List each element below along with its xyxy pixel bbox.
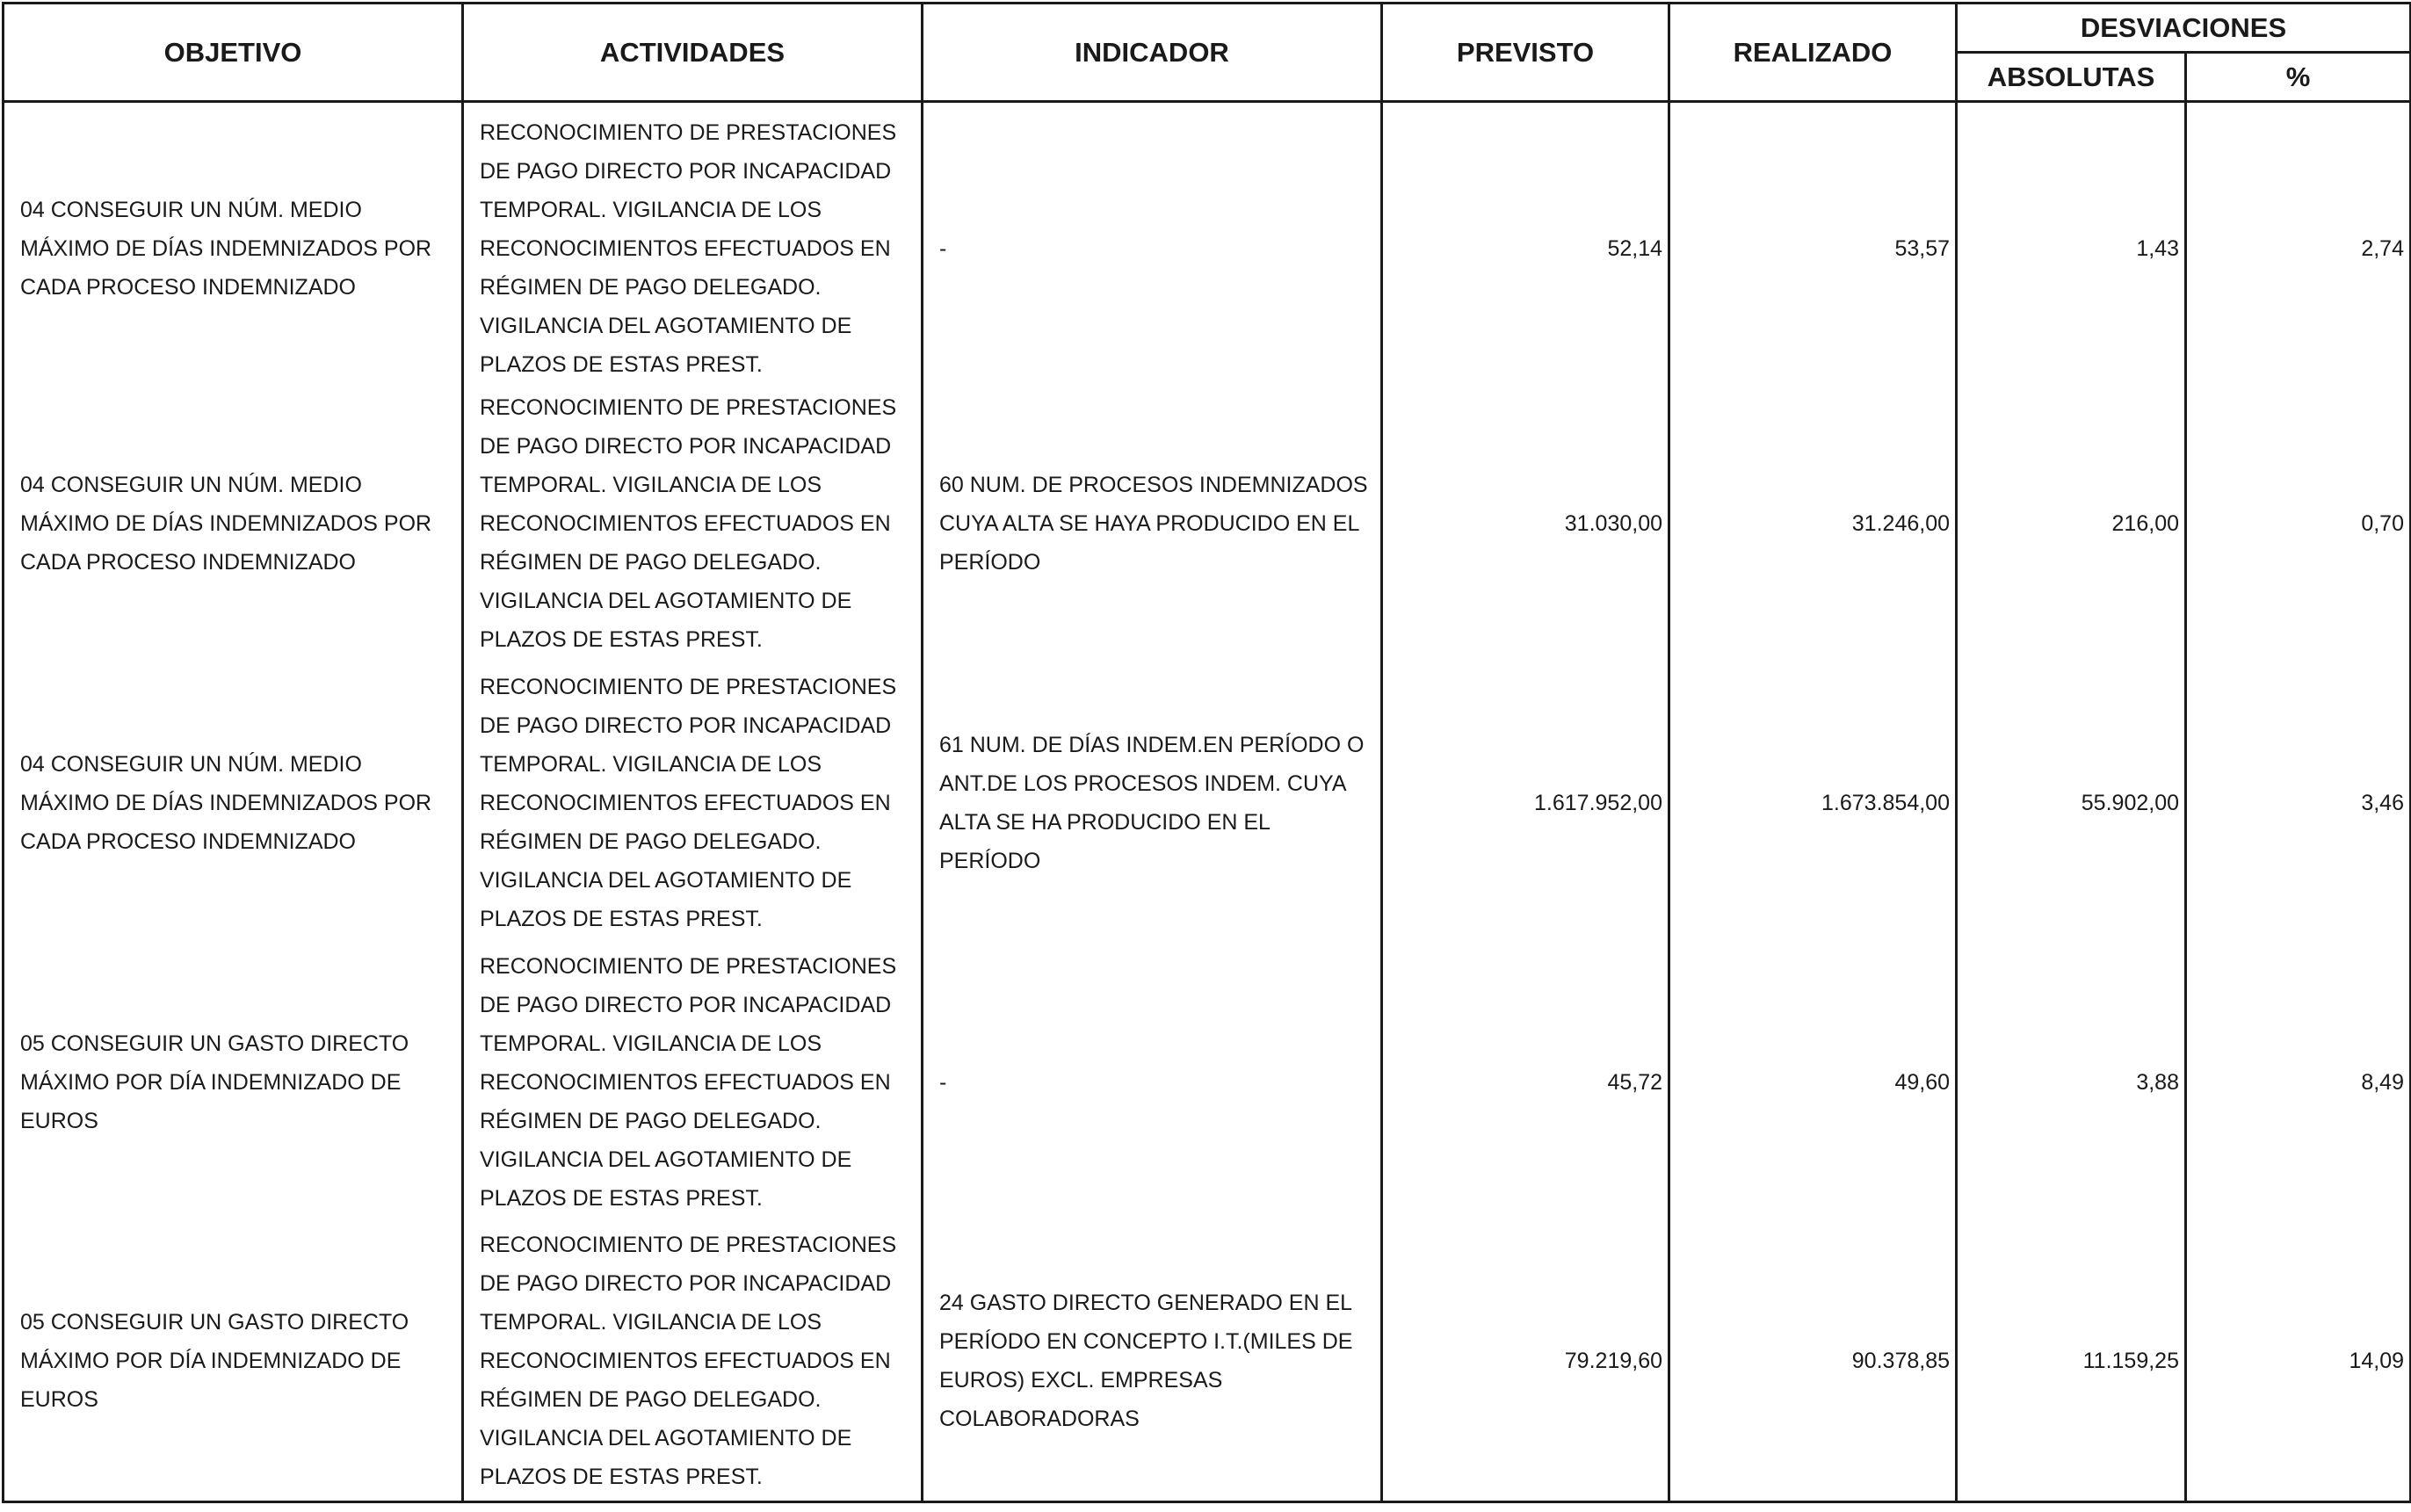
cell-objetivo <box>4 663 463 943</box>
cell-actividades <box>463 663 923 943</box>
cell-absolutas: 216,00 <box>1957 384 2186 663</box>
actividades-text: RECONOCIMIENTO DE PRESTACIONES DE PAGO DIRECTO POR INCAPACIDAD TEMPORAL. VIGILANCIA DE LOS RECONOCIMIENTOS EFECTUADOS EN RÉGIMEN DE PAGO DELEGADO. VIGILANCIA DEL AGOTAMIENTO DE PLAZOS DE ESTAS PREST. <box>480 954 897 1211</box>
objetivo-text: 05 CONSEGUIR UN GASTO DIRECTO MÁXIMO POR DÍA INDEMNIZADO DE EUROS <box>20 1310 409 1413</box>
header-porcentaje: % <box>2186 53 2411 102</box>
cell-actividades <box>463 384 923 663</box>
actividades-text: RECONOCIMIENTO DE PRESTACIONES DE PAGO DIRECTO POR INCAPACIDAD TEMPORAL. VIGILANCIA DE LOS RECONOCIMIENTOS EFECTUADOS EN RÉGIMEN DE PAGO DELEGADO. VIGILANCIA DEL AGOTAMIENTO DE PLAZOS DE ESTAS PREST. <box>480 675 897 931</box>
cell-objetivo <box>4 102 463 385</box>
cell-objetivo <box>4 1222 463 1501</box>
objetivo-text: 04 CONSEGUIR UN NÚM. MEDIO MÁXIMO DE DÍAS INDEMNIZADOS POR CADA PROCESO INDEMNIZADO <box>20 473 432 575</box>
cell-indicador <box>923 943 1382 1222</box>
table-row <box>4 943 2411 1222</box>
cell-actividades <box>463 943 923 1222</box>
cell-absolutas: 1,43 <box>1957 102 2186 385</box>
table-row <box>4 102 2411 385</box>
actividades-text: RECONOCIMIENTO DE PRESTACIONES DE PAGO DIRECTO POR INCAPACIDAD TEMPORAL. VIGILANCIA DE LOS RECONOCIMIENTOS EFECTUADOS EN RÉGIMEN DE PAGO DELEGADO. VIGILANCIA DEL AGOTAMIENTO DE PLAZOS DE ESTAS PREST. <box>480 395 897 652</box>
header-desviaciones: DESVIACIONES <box>1957 4 2411 53</box>
header-previsto: PREVISTO <box>1382 4 1669 102</box>
table-row <box>4 384 2411 663</box>
indicador-text: - <box>939 236 947 261</box>
cell-porcentaje: 8,49 <box>2186 943 2411 1222</box>
cell-realizado: 49,60 <box>1669 943 1957 1222</box>
cell-absolutas: 11.159,25 <box>1957 1222 2186 1501</box>
header-realizado: REALIZADO <box>1669 4 1957 102</box>
cell-porcentaje: 3,46 <box>2186 663 2411 943</box>
indicador-text: 60 NUM. DE PROCESOS INDEMNIZADOS CUYA ALTA SE HAYA PRODUCIDO EN EL PERÍODO <box>939 473 1368 575</box>
indicador-text: 24 GASTO DIRECTO GENERADO EN EL PERÍODO EN CONCEPTO I.T.(MILES DE EUROS) EXCL. EMPRESAS COLABORADORAS <box>939 1291 1353 1432</box>
cell-indicador <box>923 102 1382 385</box>
objectives-table <box>2 2 2411 1503</box>
cell-indicador <box>923 1222 1382 1501</box>
table-row <box>4 663 2411 943</box>
header-objetivo: OBJETIVO <box>4 4 463 102</box>
objetivo-text: 05 CONSEGUIR UN GASTO DIRECTO MÁXIMO POR DÍA INDEMNIZADO DE EUROS <box>20 1031 409 1133</box>
actividades-text: RECONOCIMIENTO DE PRESTACIONES DE PAGO DIRECTO POR INCAPACIDAD TEMPORAL. VIGILANCIA DE LOS RECONOCIMIENTOS EFECTUADOS EN RÉGIMEN DE PAGO DELEGADO. VIGILANCIA DEL AGOTAMIENTO DE PLAZOS DE ESTAS PREST. <box>480 1233 897 1490</box>
cell-porcentaje: 14,09 <box>2186 1222 2411 1501</box>
indicador-text: - <box>939 1070 947 1095</box>
cell-realizado: 90.378,85 <box>1669 1222 1957 1501</box>
header-indicador: INDICADOR <box>923 4 1382 102</box>
cell-previsto: 31.030,00 <box>1382 384 1669 663</box>
cell-realizado: 1.673.854,00 <box>1669 663 1957 943</box>
header-actividades: ACTIVIDADES <box>463 4 923 102</box>
cell-previsto: 1.617.952,00 <box>1382 663 1669 943</box>
table-row <box>4 1222 2411 1501</box>
cell-objetivo <box>4 384 463 663</box>
objetivo-text: 04 CONSEGUIR UN NÚM. MEDIO MÁXIMO DE DÍAS INDEMNIZADOS POR CADA PROCESO INDEMNIZADO <box>20 198 432 300</box>
indicador-text: 61 NUM. DE DÍAS INDEM.EN PERÍODO O ANT.DE LOS PROCESOS INDEM. CUYA ALTA SE HA PRODUCIDO EN EL PERÍODO <box>939 733 1365 873</box>
table-body <box>4 102 2411 1502</box>
cell-indicador <box>923 384 1382 663</box>
header-absolutas: ABSOLUTAS <box>1957 53 2186 102</box>
cell-porcentaje: 0,70 <box>2186 384 2411 663</box>
objetivo-text: 04 CONSEGUIR UN NÚM. MEDIO MÁXIMO DE DÍAS INDEMNIZADOS POR CADA PROCESO INDEMNIZADO <box>20 752 432 854</box>
cell-indicador <box>923 663 1382 943</box>
cell-porcentaje: 2,74 <box>2186 102 2411 385</box>
cell-absolutas: 3,88 <box>1957 943 2186 1222</box>
cell-objetivo <box>4 943 463 1222</box>
cell-realizado: 53,57 <box>1669 102 1957 385</box>
cell-previsto: 45,72 <box>1382 943 1669 1222</box>
cell-previsto: 52,14 <box>1382 102 1669 385</box>
actividades-text: RECONOCIMIENTO DE PRESTACIONES DE PAGO DIRECTO POR INCAPACIDAD TEMPORAL. VIGILANCIA DE LOS RECONOCIMIENTOS EFECTUADOS EN RÉGIMEN DE PAGO DELEGADO. VIGILANCIA DEL AGOTAMIENTO DE PLAZOS DE ESTAS PREST. <box>480 120 897 377</box>
cell-absolutas: 55.902,00 <box>1957 663 2186 943</box>
cell-actividades <box>463 102 923 385</box>
table-header <box>4 4 2411 102</box>
cell-previsto: 79.219,60 <box>1382 1222 1669 1501</box>
cell-realizado: 31.246,00 <box>1669 384 1957 663</box>
cell-actividades <box>463 1222 923 1501</box>
